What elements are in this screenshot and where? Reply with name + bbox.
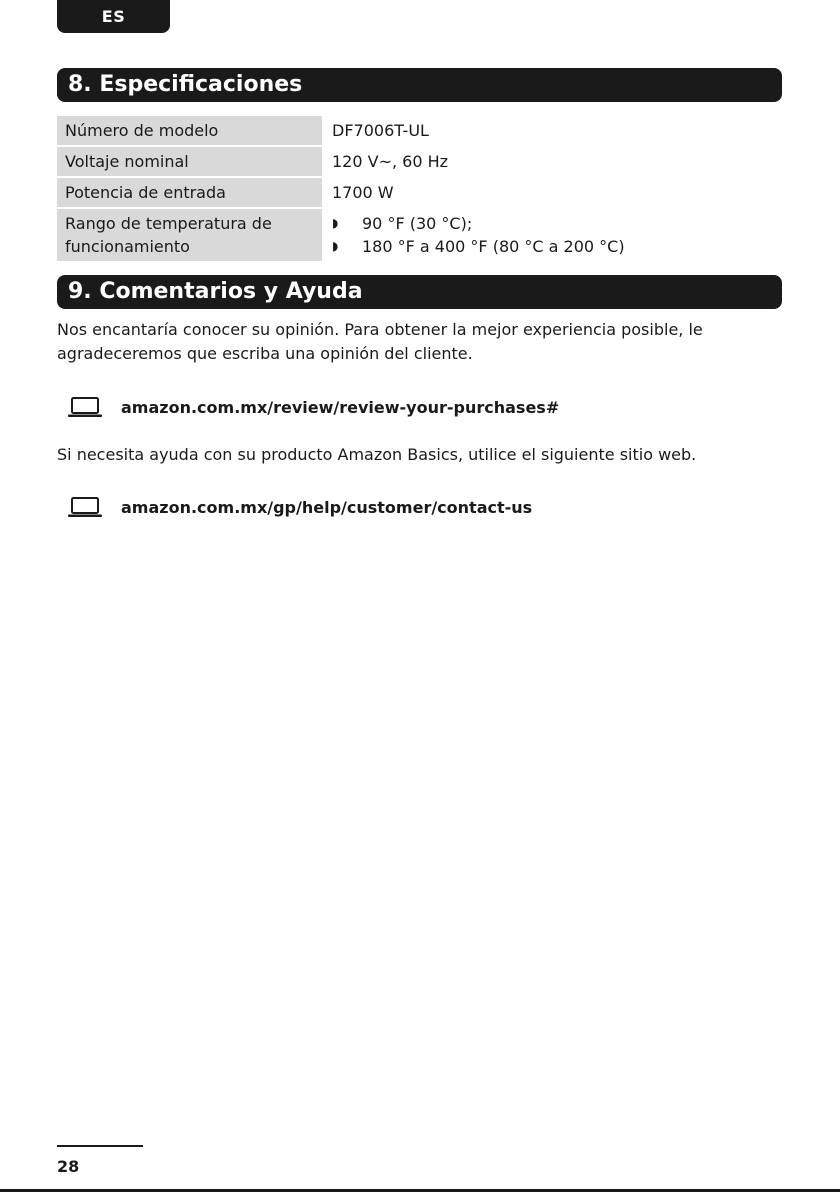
bullet-text: 90 °F (30 °C); bbox=[362, 214, 473, 233]
bullet-icon: ◗ bbox=[332, 239, 339, 253]
contact-link[interactable]: amazon.com.mx/gp/help/customer/contact-us bbox=[121, 497, 533, 517]
table-row bbox=[57, 178, 782, 207]
specifications-table bbox=[57, 114, 782, 263]
spec-value: 1700 W bbox=[332, 183, 394, 202]
laptop-icon bbox=[67, 396, 103, 418]
review-link[interactable]: amazon.com.mx/review/review-your-purchases# bbox=[121, 397, 560, 417]
bullet-text: 180 °F a 400 °F (80 °C a 200 °C) bbox=[362, 237, 625, 256]
spec-label: Número de modelo bbox=[57, 116, 322, 145]
bullet-icon: ◗ bbox=[332, 216, 339, 230]
table-row bbox=[57, 116, 782, 145]
spec-value: 120 V~, 60 Hz bbox=[332, 152, 449, 171]
footer-divider bbox=[57, 1145, 143, 1147]
spec-label: Voltaje nominal bbox=[57, 147, 322, 176]
laptop-icon bbox=[67, 496, 103, 518]
table-row bbox=[57, 147, 782, 176]
help-paragraph: Si necesita ayuda con su producto Amazon Basics, utilice el siguiente sitio web. bbox=[57, 445, 697, 464]
language-tab: ES bbox=[57, 0, 170, 33]
page-number: 28 bbox=[57, 1157, 80, 1176]
contact-link-row[interactable] bbox=[67, 496, 532, 518]
spec-value: DF7006T-UL bbox=[332, 121, 429, 140]
intro-paragraph: Nos encantaría conocer su opinión. Para obtener la mejor experiencia posible, le agradeceremos que escriba una opinión del cliente. bbox=[57, 320, 703, 363]
bullet-item bbox=[332, 235, 782, 258]
spec-value bbox=[322, 209, 782, 261]
section-8-heading: 8. Especificaciones bbox=[57, 68, 782, 102]
spec-label: Rango de temperatura de funcionamiento bbox=[57, 209, 322, 261]
spec-label: Potencia de entrada bbox=[57, 178, 322, 207]
bullet-item bbox=[332, 212, 782, 235]
table-row bbox=[57, 209, 782, 261]
section-9-heading: 9. Comentarios y Ayuda bbox=[57, 275, 782, 309]
review-link-row[interactable] bbox=[67, 396, 559, 418]
